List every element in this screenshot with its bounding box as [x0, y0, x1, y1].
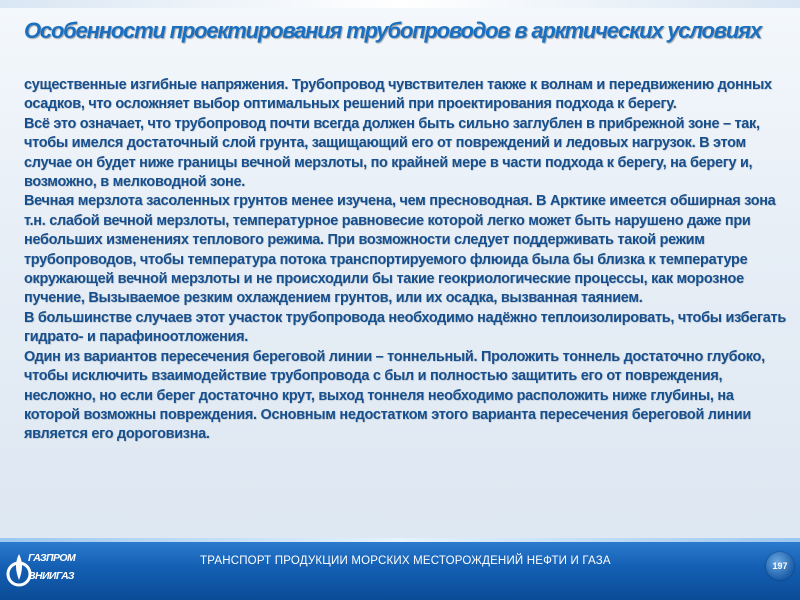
logo-word-vniigaz: ВНИИГАЗ: [28, 570, 74, 582]
footer-bar: [0, 538, 800, 600]
paragraph-3: Вечная мерзлота засоленных грунтов менее изучена, чем пресноводная. В Арктике имеется обширная зона т.н. слабой вечной мерзлоты, температурное равновесие которой легко может быть нарушено даже при небольших изменениях теплового режима. При возможности следует поддерживать такой режим трубопроводов, чтобы температура потока транспортируемого флюида была бы близка к температуре окружающей вечной мерзлоты и не происходили бы такие геокриологические процессы, как морозное пучение, Вызываемое резким охлаждением грунтов, или их осадка, вызванная таянием.: [24, 193, 776, 307]
paragraph-1: существенные изгибные напряжения. Трубопровод чувствителен также к волнам и передвижению донных осадков, что осложняет выбор оптимальных решений при проектирования подхода к берегу.: [24, 77, 772, 113]
footer-highlight: [0, 538, 800, 542]
gazprom-logo: [6, 548, 88, 592]
top-stripe: [0, 0, 800, 8]
slide-body: [24, 76, 789, 445]
slide-title: Особенности проектирования трубопроводов в арктических условиях: [24, 18, 761, 43]
page-number: 197: [766, 552, 794, 580]
logo-word-gazprom: ГАЗПРОМ: [28, 552, 76, 564]
paragraph-4: В большинстве случаев этот участок трубопровода необходимо надёжно теплоизолировать, чтобы избегать гидрато- и парафиноотложения.: [24, 309, 786, 346]
paragraph-5: Один из вариантов пересечения береговой линии – тоннельный. Проложить тоннель достаточно глубоко, чтобы исключить взаимодействие трубопровода с был и полностью защитить его от повреждения, несложно, но если берег достаточно крут, выход тоннеля необходимо расположить ниже глубины, на которой возможны повреждения. Основным недостатком этого варианта пересечения береговой линии является его дороговизна.: [24, 348, 765, 443]
footer-caption: ТРАНСПОРТ ПРОДУКЦИИ МОРСКИХ МЕСТОРОЖДЕНИЙ НЕФТИ И ГАЗА: [200, 555, 611, 567]
paragraph-2: Всё это означает, что трубопровод почти всегда должен быть сильно заглублен в прибрежной зоне – так, чтобы имелся достаточный слой грунта, защищающий его от повреждений и ледовых нагрузок. В этом случае он будет ниже границы вечной мерзлоты, по крайней мере в части подхода к берегу, на берегу и, возможно, в мелководной зоне.: [24, 115, 760, 191]
